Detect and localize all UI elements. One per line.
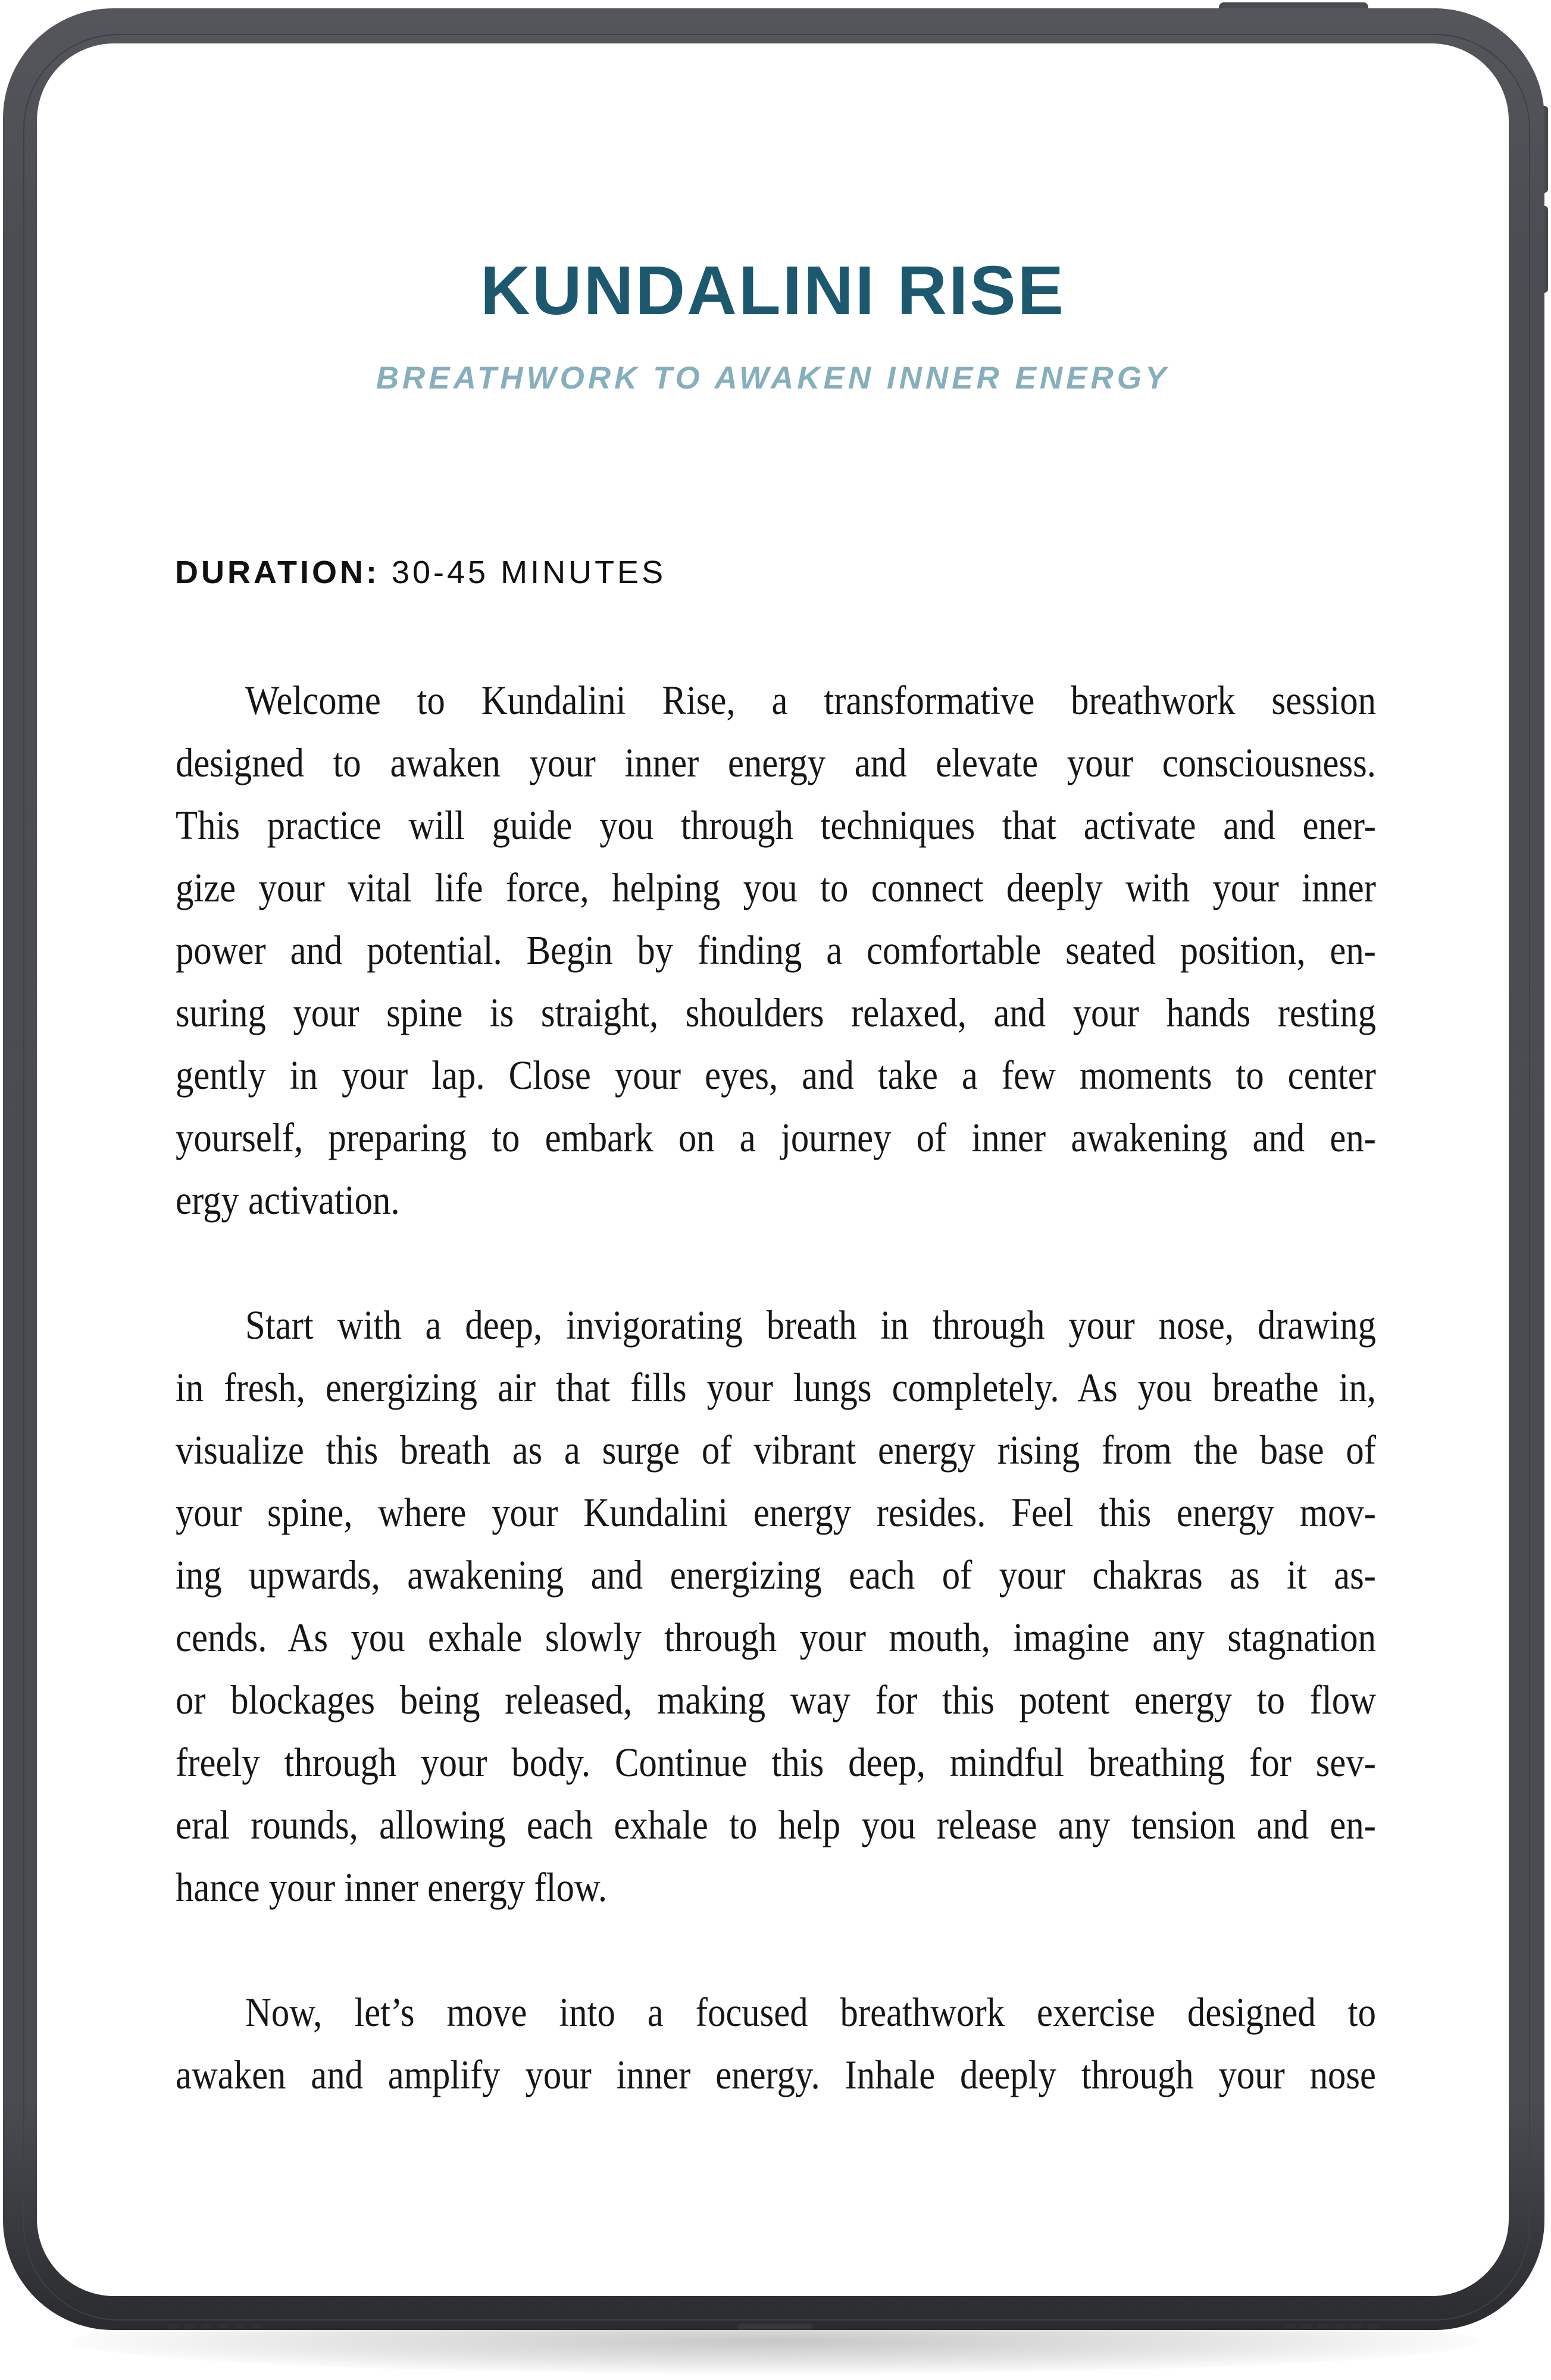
page-title: KUNDALINI RISE (480, 252, 1065, 329)
text-line: visualize this breath as a surge of vibrant energy rising from the base of (176, 1427, 1376, 1473)
text-line: Welcome to Kundalini Rise, a transformative breathwork session (245, 678, 1376, 723)
text-line: cends. As you exhale slowly through your mouth, imagine any stagnation (176, 1615, 1376, 1660)
charging-port (738, 2323, 812, 2329)
text-line: suring your spine is straight, shoulders relaxed, and your hands resting (176, 990, 1376, 1035)
duration-label: DURATION: (175, 555, 380, 590)
speaker-grill-left (168, 2324, 262, 2329)
speaker-grill-right (1284, 2324, 1378, 2329)
text-line: gently in your lap. Close your eyes, and take a few moments to center (176, 1053, 1376, 1098)
text-line: Start with a deep, invigorating breath in through your nose, drawing (245, 1302, 1376, 1348)
text-line: awaken and amplify your inner energy. Inhale deeply through your nose (176, 2052, 1376, 2097)
text-line: your spine, where your Kundalini energy resides. Feel this energy mov- (176, 1490, 1376, 1535)
text-line: ergy activation. (176, 1178, 400, 1223)
text-line: yourself, preparing to embark on a journey of inner awakening and en- (176, 1115, 1376, 1160)
text-line: Now, let’s move into a focused breathwork exercise designed to (245, 1990, 1376, 2035)
text-line: or blockages being released, making way for this potent energy to flow (176, 1677, 1376, 1723)
text-line: designed to awaken your inner energy and elevate your consciousness. (176, 740, 1376, 785)
duration-line (175, 555, 666, 590)
text-line: hance your inner energy flow. (176, 1865, 607, 1910)
text-line: This practice will guide you through techniques that activate and ener- (176, 803, 1376, 848)
text-line: in fresh, energizing air that fills your lungs completely. As you breathe in, (176, 1365, 1376, 1410)
text-line: freely through your body. Continue this deep, mindful breathing for sev- (176, 1740, 1376, 1785)
duration-value: 30-45 MINUTES (391, 555, 667, 590)
reader-screen[interactable] (37, 43, 1509, 2296)
text-line: ing upwards, awakening and energizing each of your chakras as it as- (176, 1552, 1376, 1598)
text-line: gize your vital life force, helping you to connect deeply with your inner (176, 865, 1376, 910)
text-line: power and potential. Begin by finding a comfortable seated position, en- (176, 928, 1376, 973)
text-line: eral rounds, allowing each exhale to help you release any tension and en- (176, 1802, 1376, 1847)
page-subtitle: BREATHWORK TO AWAKEN INNER ENERGY (376, 361, 1170, 396)
